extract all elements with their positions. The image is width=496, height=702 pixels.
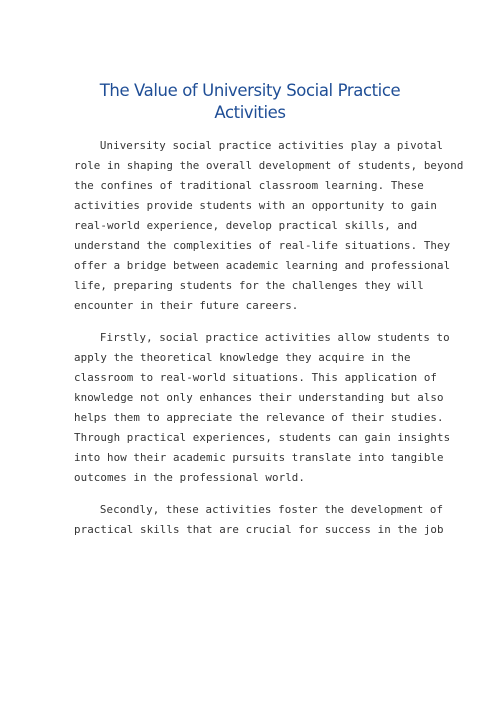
paragraph-1 [74,136,464,316]
text-line: life, preparing students for the challenges they will [74,279,424,292]
text-line: encounter in their future careers. [74,299,299,312]
title-line: The Value of University Social Practice [99,81,401,100]
paragraph-3 [74,500,444,540]
text-line: understand the complexities of real-life situations. They [74,239,451,252]
text-line: into how their academic pursuits translate into tangible [74,451,444,464]
text-line: role in shaping the overall development of students, beyond [74,159,464,172]
text-line: University social practice activities play a pivotal [99,139,444,152]
text-line: outcomes in the professional world. [74,471,306,484]
text-line: Through practical experiences, students can gain insights [74,431,451,444]
text-line: offer a bridge between academic learning and professional [74,259,451,272]
text-line: Secondly, these activities foster the development of [99,503,444,516]
text-line: Firstly, social practice activities allow students to [99,331,450,344]
document-body [74,136,464,552]
paragraph-2 [74,328,451,488]
text-line: helps them to appreciate the relevance of their studies. [74,411,444,424]
text-line: practical skills that are crucial for success in the job [74,523,444,536]
text-line: activities provide students with an opportunity to gain [74,199,438,212]
text-line: classroom to real-world situations. This application of [74,371,438,384]
page-title [74,80,426,124]
text-line: the confines of traditional classroom learning. These [74,179,424,192]
text-line: knowledge not only enhances their understanding but also [74,391,444,404]
text-line: apply the theoretical knowledge they acquire in the [74,351,411,364]
title-line: Activities [214,103,286,122]
text-line: real-world experience, develop practical skills, and [74,219,418,232]
